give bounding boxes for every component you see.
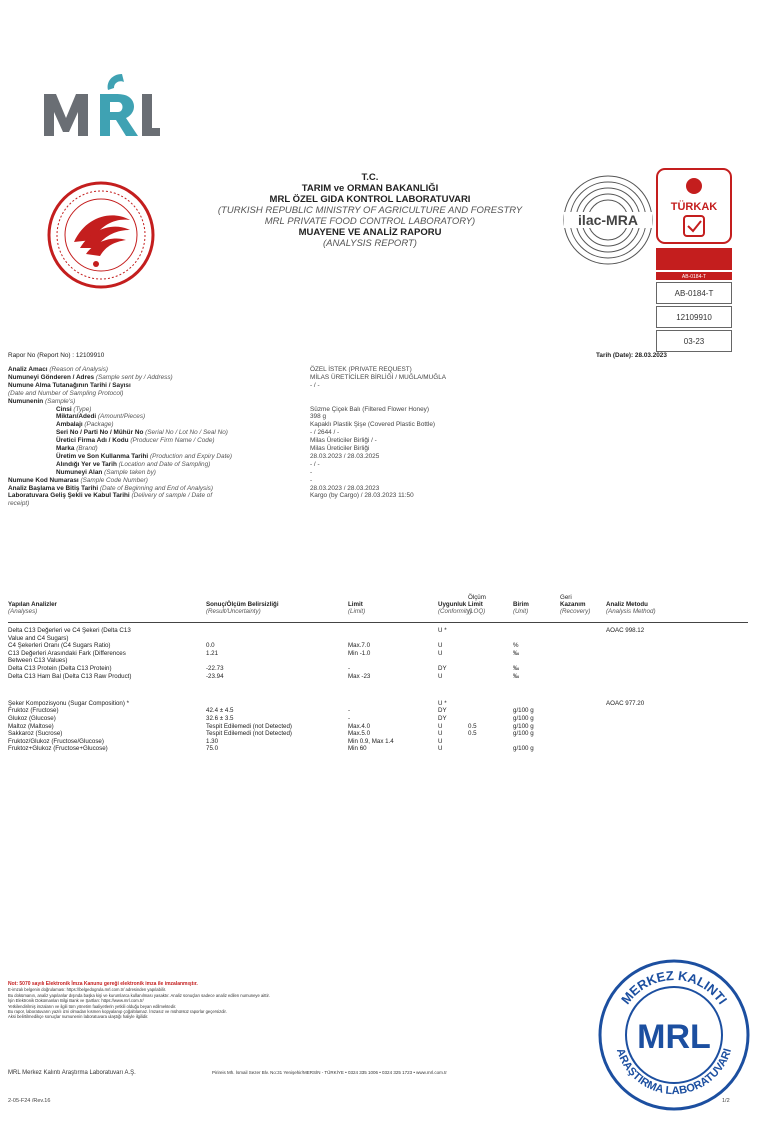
table-cell: 0.5 [468, 722, 477, 730]
header-tr: Limit [348, 601, 363, 608]
header-tc: T.C. [361, 172, 379, 183]
sample-info-label [8, 366, 108, 374]
turkak-badge [656, 168, 732, 280]
header-top: Geri [560, 594, 572, 601]
header-lab-name: MRL ÖZEL GIDA KONTROL LABORATUVARI [269, 194, 471, 205]
sample-info-value: - [310, 476, 313, 484]
sample-info-value: 398 g [310, 413, 326, 421]
sample-info-value: Süzme Çiçek Balı (Filtered Flower Honey) [310, 405, 429, 413]
header-top [513, 594, 529, 601]
header-tr: Yapılan Analizler [8, 601, 57, 608]
table-cell: C13 Değerleri Arasındaki Fark (Differences [8, 649, 126, 657]
header-top: Ölçüm [468, 594, 486, 601]
footer-address: Pirireis Mh. İsmail Sezer Blv. No:31 Yenişehir/MERSİN - TÜRKİYE • 0324 335 1006 • 0324 325 1723 • www.mrl.com.tr [212, 1070, 447, 1075]
table-cell: 0.5 [468, 730, 477, 738]
table-cell: DY [438, 665, 447, 672]
label-tr: Ambalajı [56, 421, 83, 429]
footer-lab-name: MRL Merkez Kalıntı Araştırma Laboratuvarı A.Ş. [8, 1070, 136, 1076]
table-cell: -22.73 [206, 665, 224, 672]
header-en: (Conformity) [438, 608, 473, 616]
document-code: 2-05-F24 /Rev.16 [8, 1098, 51, 1104]
label-tr: Numune Kod Numarası [8, 476, 79, 484]
table-cell: - [348, 715, 351, 722]
header-ministry-en: (TURKISH REPUBLIC MINISTRY OF AGRICULTURE AND FORESTRY [217, 205, 523, 216]
table-cell: Maltoz (Maltose) [8, 722, 54, 730]
sample-info-value: 28.03.2023 / 28.03.2025 [310, 452, 380, 460]
stamp-top-text: MERKEZ KALINTI [618, 967, 731, 1008]
sample-info-label [56, 469, 156, 477]
table-cell: - [348, 707, 351, 715]
label-en: (Package) [84, 421, 114, 429]
table-header-cell [513, 594, 529, 615]
footer-line: İşin Elektronik Dokümanları Bilgi Bank ve Şartları: https://www.mrl.com.tr/ [8, 998, 144, 1004]
sample-info-value: Kargo (by Cargo) / 28.03.2023 11:50 [310, 492, 414, 500]
table-cell: 75.0 [206, 745, 219, 753]
label-en: (Sample Code Number) [80, 476, 148, 484]
sample-info-label [8, 374, 173, 382]
label-tr: Üretim ve Son Kullanma Tarihi [56, 452, 149, 460]
table-cell: Delta C13 Değerleri ve C4 Şekeri (Delta C13 [8, 627, 131, 634]
table-cell: Min 0.9, Max 1.4 [348, 737, 394, 745]
footer-line: Yetkilendirilmiş imzaların ve ilgili tüm yönetim faaliyetlerin yetkili olduğu beyan edilmektedir. [8, 1003, 177, 1009]
table-cell: Max.5.0 [348, 730, 371, 738]
label-en: (Type) [73, 405, 92, 413]
ilac-mra-logo [560, 172, 656, 268]
sample-info-value: - / - [310, 381, 320, 389]
footer-line: E-imzalı belgenin doğrulaması: https://belgedogrula.mrl.com.tr/ adresinden yapılabilir. [8, 987, 167, 993]
header-en: (LOQ) [468, 608, 486, 616]
label-tr: Numunenin [8, 397, 44, 405]
table-cell: Delta C13 Ham Bal (Delta C13 Raw Product) [8, 672, 132, 680]
footer-line: Aksi belirtilmedikçe sonuçlar numunenin laboratuvara ulaştığı haliyle ilgilidir. [8, 1014, 149, 1020]
table-cell: Glukoz (Glucose) [8, 715, 56, 722]
table-cell: AOAC 998.12 [606, 627, 645, 634]
table-cell: ‰ [513, 649, 520, 657]
table-cell: -23.94 [206, 672, 224, 680]
label-tr: Marka [56, 445, 75, 452]
table-cell: % [513, 642, 519, 650]
sample-info-label [8, 492, 212, 500]
header-top [348, 594, 365, 601]
table-cell: 32.6 ± 3.5 [206, 715, 234, 722]
sample-info-value: - [310, 468, 313, 476]
sample-info-value: - / - [310, 460, 320, 468]
table-header-cell [438, 594, 472, 615]
table-cell: Max.4.0 [348, 722, 371, 730]
table-cell: 0.0 [206, 642, 215, 650]
sample-info-label [8, 390, 123, 398]
table-cell: g/100 g [513, 730, 534, 738]
label-en: receipt) [8, 500, 30, 508]
table-header-divider [8, 622, 748, 623]
footer-notes [8, 982, 608, 1020]
accreditation-code: 03-23 [656, 330, 732, 352]
table-header-cell [468, 594, 486, 615]
header-top [606, 594, 656, 601]
table-cell: Sakkaroz (Sucrose) [8, 730, 63, 738]
header-ministry: TARIM ve ORMAN BAKANLIĞI [301, 183, 439, 194]
label-tr: Numune Alma Tutanağının Tarihi / Sayısı [8, 381, 131, 389]
table-cell: U [438, 672, 443, 680]
header-tr: Analiz Metodu [606, 601, 648, 608]
table-header-cell [8, 594, 57, 615]
footer-line: Bu rapor, laboratuvarın yazılı izni olmadan kısmen kopyalanıp çoğaltılamaz. İmzasız ve mühürsüz raporlar geçersizdir. [8, 1009, 227, 1015]
table-cell: ‰ [513, 672, 520, 680]
table-cell: Şeker Kompozisyonu (Sugar Composition) * [8, 699, 130, 707]
label-en: (Sample sent by / Address) [95, 373, 173, 381]
label-en: (Sample's) [44, 397, 76, 405]
table-cell: ‰ [513, 665, 520, 672]
table-cell: Delta C13 Protein (Delta C13 Protein) [8, 665, 112, 672]
label-tr: Cinsi [56, 405, 72, 413]
header-en: (Analyses) [8, 608, 38, 616]
sample-info-value: Milas Üreticiler Birliği [310, 445, 370, 452]
table-header-cell [348, 594, 365, 615]
table-cell: - [348, 665, 351, 672]
table-cell: Min -1.0 [348, 649, 371, 657]
label-en: (Producer Firm Name / Code) [130, 437, 215, 445]
table-cell: Value and C4 Sugars) [8, 634, 69, 642]
table-cell: g/100 g [513, 745, 534, 753]
table-cell: DY [438, 707, 447, 715]
header-top [8, 594, 57, 601]
sample-info-label [56, 421, 114, 429]
table-cell: U [438, 730, 443, 738]
label-tr: Numuneyi Gönderen / Adres [8, 373, 95, 381]
sample-info-value: Kapaklı Plastik Şişe (Covered Plastic Bottle) [310, 421, 436, 429]
sample-info-value: Milas Üreticiler Birliği / - [310, 437, 377, 445]
header-tr: Birim [513, 601, 529, 608]
label-en: (Reason of Analysis) [49, 366, 109, 373]
header-tr: Sonuç/Ölçüm Belirsizliği [206, 601, 279, 608]
sample-info-label [56, 429, 228, 437]
table-cell: C4 Şekerleri Oranı (C4 Sugars Ratio) [8, 642, 111, 650]
header-tr: Limit [468, 601, 483, 608]
table-cell: Min 60 [348, 745, 367, 753]
label-tr: Analiz Başlama ve Bitiş Tarihi [8, 484, 99, 492]
table-cell: 42.4 ± 4.5 [206, 707, 234, 715]
label-tr: Numuneyi Alan [56, 468, 103, 476]
label-tr: Alındığı Yer ve Tarih [56, 460, 117, 468]
report-date: Tarih (Date): 28.03.2023 [596, 352, 667, 359]
lab-stamp [597, 958, 751, 1112]
turkak-text: TÜRKAK [670, 201, 718, 213]
table-cell: Fruktoz (Fructose) [8, 707, 59, 715]
table-cell: U [438, 722, 443, 730]
report-number: Rapor No (Report No) : 12109910 [8, 352, 105, 359]
table-header-cell [206, 594, 279, 615]
sample-info-label [56, 461, 210, 469]
label-en: (Brand) [76, 445, 98, 452]
table-cell: g/100 g [513, 707, 534, 715]
sample-info-label [8, 398, 75, 406]
header-tr: Uygunluk [438, 601, 467, 608]
table-cell: U * [438, 627, 447, 634]
sample-info-label [56, 437, 215, 445]
label-tr: Miktarı/Adedi [56, 413, 97, 421]
sample-info-label [8, 500, 29, 508]
header-en: (Result/Uncertainty) [206, 608, 261, 616]
sample-info-label [56, 413, 145, 421]
sample-info-label [56, 406, 91, 414]
ministry-seal-icon [46, 180, 156, 290]
header-lab-en: MRL PRIVATE FOOD CONTROL LABORATORY) [264, 216, 476, 227]
ilac-text: ilac-MRA [578, 212, 638, 228]
table-cell: U [438, 745, 443, 753]
label-en: (Serial No / Lot No / Seal No) [145, 429, 228, 437]
table-cell: Tespit Edilemedi (not Detected) [206, 730, 292, 738]
label-en: (Sample taken by) [104, 468, 156, 476]
header-tr: Kazanım [560, 601, 586, 608]
table-cell: Max -23 [348, 672, 371, 680]
accreditation-code: AB-0184-T [656, 282, 732, 304]
table-cell: U * [438, 699, 447, 707]
header-report-title-en: (ANALYSIS REPORT) [323, 238, 417, 249]
stamp-center: MRL [637, 1018, 711, 1056]
header-en: (Limit) [348, 608, 366, 616]
e-signature-note: Not: 5070 sayılı Elektronik İmza Kanunu gereği elektronik imza ile imzalanmıştır. [8, 981, 198, 987]
sample-info-value: - / 2644 / - [310, 429, 340, 437]
sample-info-label [8, 382, 131, 390]
table-header-cell [606, 594, 656, 615]
footer-line: Bu dokümanın, analiz yapılanlar dışında başka kişi ve kurumlarca kullanılması yasaktır. Analiz sonuçları sadece analiz edilen numuneye aittir. [8, 992, 270, 998]
mrl-logo [42, 70, 162, 150]
table-cell: g/100 g [513, 722, 534, 730]
table-cell: Fruktoz+Glukoz (Fructose+Glucose) [8, 745, 108, 753]
header-en: (Analysis Method) [606, 608, 656, 616]
label-en: (Date and Number of Sampling Protocol) [8, 389, 124, 397]
label-en: (Amount/Pieces) [97, 413, 146, 421]
table-cell: U [438, 649, 443, 657]
label-tr: Laboratuvara Geliş Şekli ve Kabul Tarihi [8, 492, 130, 500]
accreditation-code: 12109910 [656, 306, 732, 328]
header-en: (Unit) [513, 608, 529, 616]
label-en: (Date of Beginning and End of Analysis) [99, 484, 213, 492]
table-cell: Max.7.0 [348, 642, 371, 650]
table-cell: Tespit Edilemedi (not Detected) [206, 722, 292, 730]
table-cell: g/100 g [513, 715, 534, 722]
turkak-code: AB-0184-T [681, 274, 707, 280]
stamp-bottom-text: ARAŞTIRMA LABORATUVARI [613, 1046, 735, 1098]
header-report-title: MUAYENE VE ANALİZ RAPORU [298, 227, 442, 238]
table-cell: AOAC 977.20 [606, 699, 645, 707]
sample-info-value: ÖZEL İSTEK (PRIVATE REQUEST) [310, 366, 412, 373]
label-en: (Location and Date of Sampling) [118, 460, 211, 468]
header-top [206, 594, 279, 601]
table-cell: 1.30 [206, 737, 219, 745]
sample-info-label [56, 453, 232, 461]
header-en: (Recovery) [560, 608, 591, 616]
table-cell: DY [438, 715, 447, 722]
report-header [190, 172, 550, 249]
table-cell: U [438, 737, 443, 745]
sample-info-value: MİLAS ÜRETİCİLER BİRLİĞİ / MUĞLA/MUĞLA [310, 373, 447, 381]
table-cell: Fruktoz/Glukoz (Fructose/Glucose) [8, 737, 104, 745]
label-tr: Üretici Firma Adı / Kodu [56, 437, 129, 445]
table-header-cell [560, 594, 590, 615]
sample-info-label [8, 485, 213, 493]
sample-info-label [56, 445, 98, 453]
table-cell: Between C13 Values) [8, 657, 68, 665]
sample-info-value: 28.03.2023 / 28.03.2023 [310, 484, 380, 492]
accreditation-codes [656, 282, 732, 354]
table-cell: 1.21 [206, 649, 219, 657]
label-tr: Analiz Amacı [8, 366, 48, 373]
label-tr: Seri No / Parti No / Mühür No [56, 429, 144, 437]
table-cell: U [438, 642, 443, 650]
label-en: (Delivery of sample / Date of [131, 492, 213, 500]
sample-info-label [8, 477, 148, 485]
header-top [438, 594, 472, 601]
label-en: (Production and Expiry Date) [150, 452, 233, 460]
page-number: 1/2 [722, 1098, 730, 1104]
